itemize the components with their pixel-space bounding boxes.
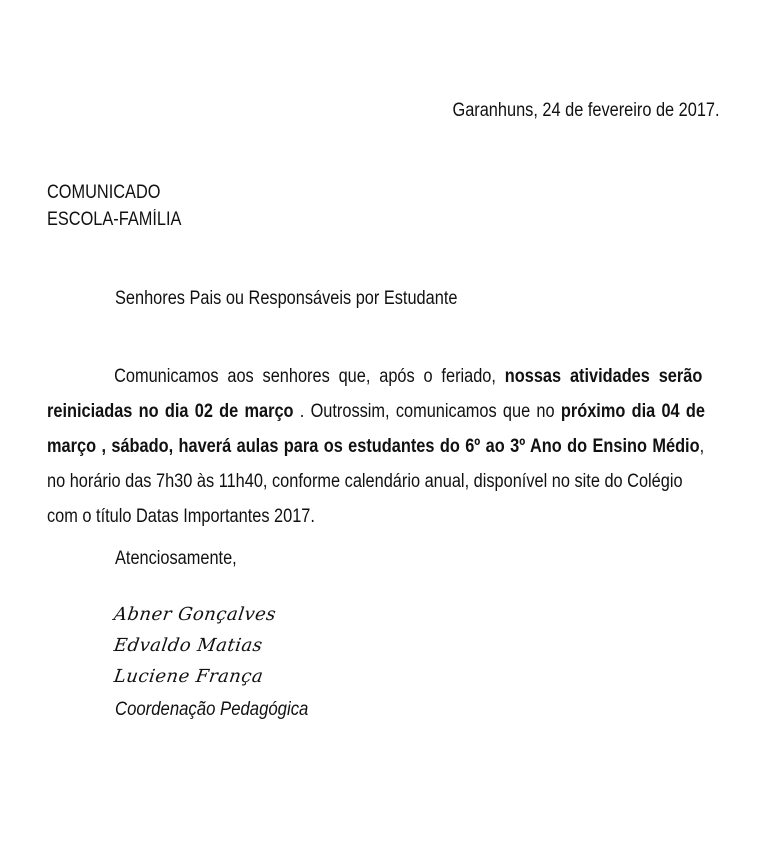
body-text: com o título Datas Importantes 2017. xyxy=(47,506,315,527)
body-text: no horário das 7h30 às 11h40, conforme calendário anual, disponível no site do Colégio xyxy=(47,471,683,492)
heading-line-2: ESCOLA-FAMÍLIA xyxy=(47,209,182,230)
date-line: Garanhuns, 24 de fevereiro de 2017. xyxy=(452,100,720,121)
body-line-5 xyxy=(47,506,719,541)
signature-2: Edvaldo Matias xyxy=(112,635,265,656)
salutation: Senhores Pais ou Responsáveis por Estudante xyxy=(115,288,458,309)
letter-heading xyxy=(47,179,203,233)
body-text: , xyxy=(699,436,705,457)
body-line-1 xyxy=(47,366,719,401)
body-bold-text: março , sábado, haverá aulas para os estudantes do 6º ao 3º Ano do Ensino Médio xyxy=(47,436,700,457)
signature-3: Luciene França xyxy=(112,666,265,687)
body-text: . Outrossim, comunicamos que no xyxy=(299,401,555,422)
body-line-4 xyxy=(47,471,719,506)
body-text: Comunicamos aos senhores que, após o feriado, xyxy=(114,366,496,387)
body-bold-text: nossas atividades serão xyxy=(504,366,703,387)
closing: Atenciosamente, xyxy=(115,548,237,569)
body-paragraph xyxy=(47,366,719,541)
body-bold-text: reiniciadas no dia 02 de março xyxy=(47,401,294,422)
body-line-3 xyxy=(47,436,719,471)
body-bold-text: próximo dia 04 de xyxy=(560,401,705,422)
signature-1: Abner Gonçalves xyxy=(112,604,278,625)
body-line-2 xyxy=(47,401,719,436)
heading-line-1: COMUNICADO xyxy=(47,182,161,203)
department-name: Coordenação Pedagógica xyxy=(115,699,309,720)
signature-block xyxy=(114,599,276,692)
